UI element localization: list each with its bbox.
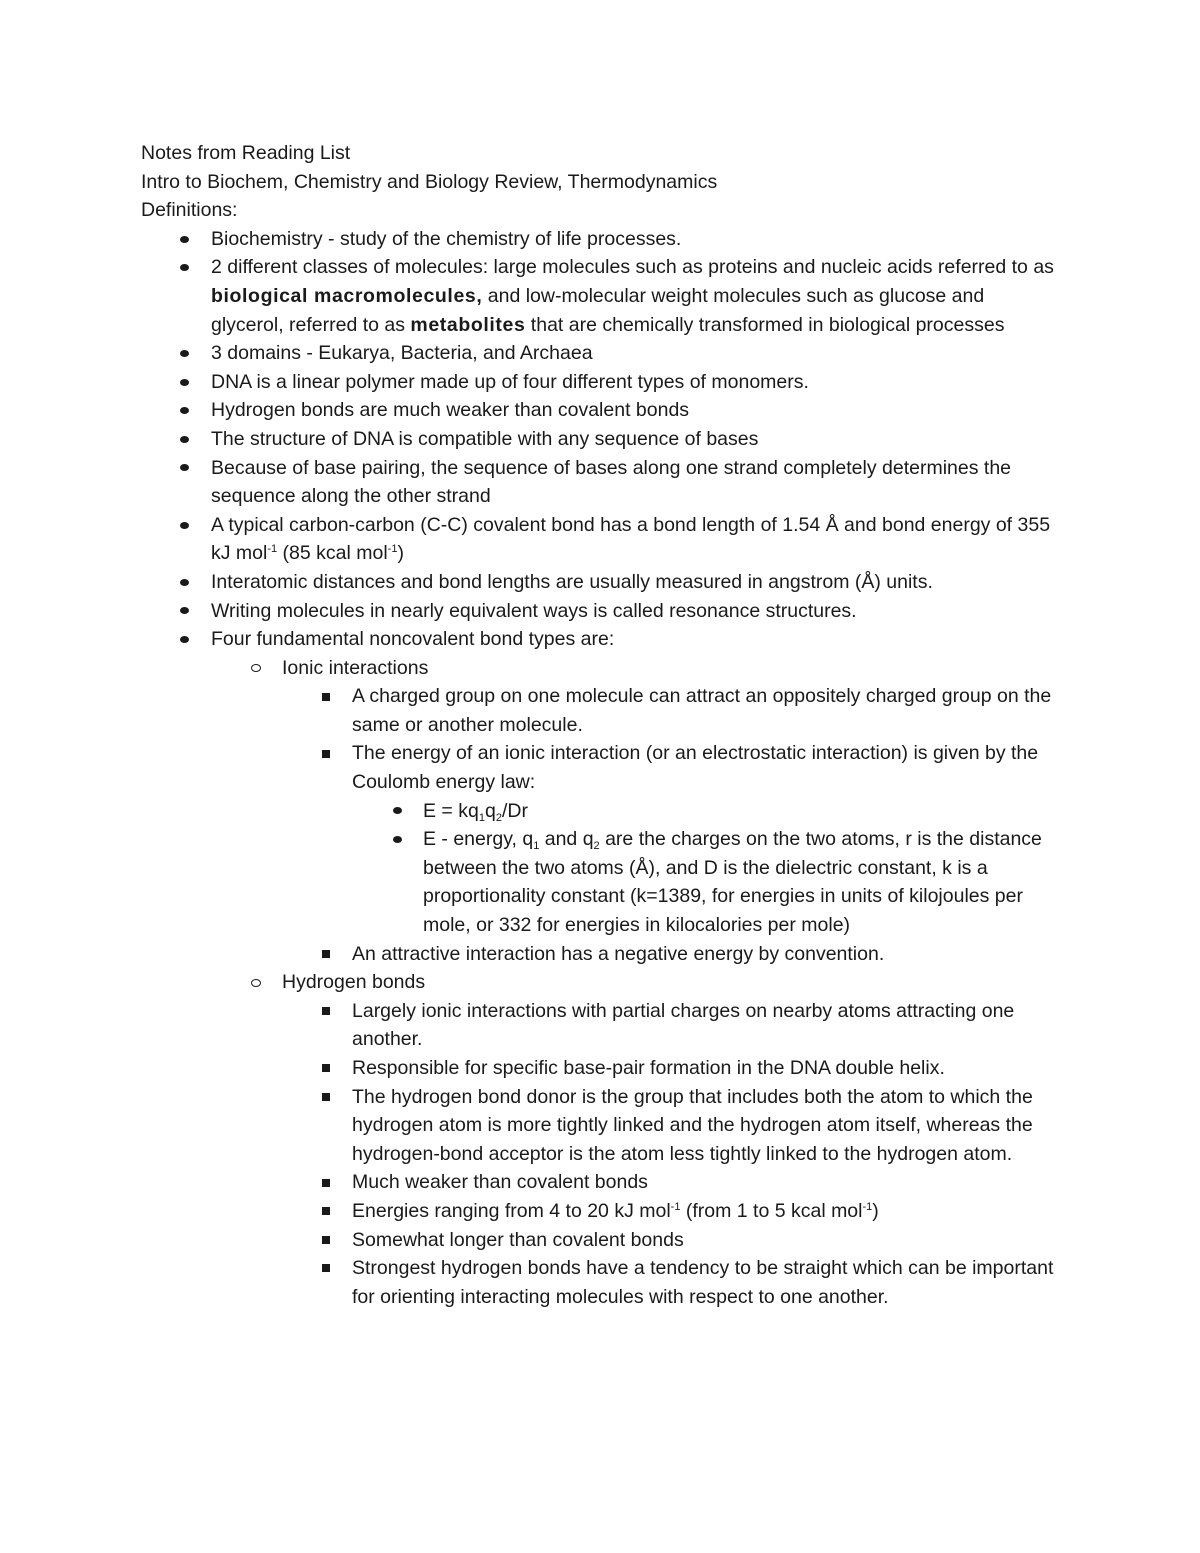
bullet-icon — [180, 407, 189, 414]
list-item: 3 domains - Eukarya, Bacteria, and Archaea — [141, 339, 1061, 368]
definitions-list — [141, 225, 1061, 654]
section-heading: Definitions: — [141, 199, 238, 222]
bullet-icon — [180, 350, 189, 357]
bond-types-list-cont — [141, 968, 1061, 997]
hbonds-list — [141, 997, 1061, 1312]
bullet-icon — [393, 807, 402, 814]
list-item: E - energy, $q_1$ and $q_2$ are the charges on the two atoms, r is the distance between the two atoms (Å), and D is the dielectric constant, k is a proportionality constant (k=1389, for energies in units of kilojoules per mole, or 332 for energies in kilocalories per mole) — [141, 825, 1061, 939]
bold-term: metabolites — [410, 313, 526, 336]
square-bullet-icon — [322, 1179, 330, 1187]
list-item: The hydrogen bond donor is the group that includes both the atom to which the hydrogen atom is more tightly linked and the hydrogen atom itself, whereas the hydrogen-bond acceptor is the atom less tightly linked to the hydrogen atom. — [141, 1083, 1061, 1169]
square-bullet-icon — [322, 693, 330, 701]
doc-subtitle: Intro to Biochem, Chemistry and Biology Review, Thermodynamics — [141, 170, 718, 193]
square-bullet-icon — [322, 1064, 330, 1072]
square-bullet-icon — [322, 750, 330, 758]
list-item: Strongest hydrogen bonds have a tendency to be straight which can be important for orienting interacting molecules with respect to one another. — [141, 1254, 1061, 1311]
hollow-bullet-icon — [251, 664, 261, 672]
list-item: Much weaker than covalent bonds — [141, 1168, 1061, 1197]
list-item-formula: $E = kq_1q_2/Dr$ — [141, 797, 1061, 826]
doc-title: Notes from Reading List — [141, 142, 351, 164]
square-bullet-icon — [322, 1264, 330, 1272]
list-item-hbonds: Hydrogen bonds — [141, 968, 1061, 997]
square-bullet-icon — [322, 1236, 330, 1244]
list-item: Responsible for specific base-pair formation in the DNA double helix. — [141, 1054, 1061, 1083]
square-bullet-icon — [322, 1093, 330, 1101]
list-item: 2 different classes of molecules: large molecules such as proteins and nucleic acids referred to as biological macromolecules, and low-molecular weight molecules such as glucose and glycerol, referred to as metabolites that are chemically transformed in biological processes — [141, 253, 1061, 339]
list-item: Interatomic distances and bond lengths are usually measured in angstrom (Å) units. — [141, 568, 1061, 597]
square-bullet-icon — [322, 1207, 330, 1215]
bullet-icon — [393, 836, 402, 843]
bold-term: biological macromolecules, — [211, 284, 483, 307]
list-item: A typical carbon-carbon (C-C) covalent bond has a bond length of 1.54 Å and bond energy of 355 kJ mol$^{-1}$ (85 kcal mol$^{-1}$) — [141, 511, 1061, 568]
list-item: Writing molecules in nearly equivalent ways is called resonance structures. — [141, 597, 1061, 626]
list-item: Four fundamental noncovalent bond types are: — [141, 625, 1061, 654]
ionic-list — [141, 682, 1061, 796]
list-item: The energy of an ionic interaction (or an electrostatic interaction) is given by the Coulomb energy law: — [141, 739, 1061, 796]
hollow-bullet-icon — [251, 979, 261, 987]
list-item: Because of base pairing, the sequence of bases along one strand completely determines the sequence along the other strand — [141, 454, 1061, 511]
ionic-list-cont — [141, 940, 1061, 969]
list-item: Biochemistry - study of the chemistry of life processes. — [141, 225, 1061, 254]
bullet-icon — [180, 236, 189, 243]
document-body — [141, 139, 1061, 1311]
bond-types-list — [141, 654, 1061, 683]
bullet-icon — [180, 379, 189, 386]
list-item: The structure of DNA is compatible with any sequence of bases — [141, 425, 1061, 454]
list-item: A charged group on one molecule can attract an oppositely charged group on the same or another molecule. — [141, 682, 1061, 739]
bullet-icon — [180, 579, 189, 586]
list-item: Hydrogen bonds are much weaker than covalent bonds — [141, 396, 1061, 425]
bullet-icon — [180, 464, 189, 471]
square-bullet-icon — [322, 1007, 330, 1015]
bullet-icon — [180, 522, 189, 529]
list-item: Somewhat longer than covalent bonds — [141, 1226, 1061, 1255]
list-item: DNA is a linear polymer made up of four different types of monomers. — [141, 368, 1061, 397]
list-item: Energies ranging from 4 to 20 kJ mol$^{-1}$ (from 1 to 5 kcal mol$^{-1}$) — [141, 1197, 1061, 1226]
list-item-ionic: Ionic interactions — [141, 654, 1061, 683]
square-bullet-icon — [322, 950, 330, 958]
bullet-icon — [180, 264, 189, 271]
bullet-icon — [180, 636, 189, 643]
list-item: Largely ionic interactions with partial charges on nearby atoms attracting one another. — [141, 997, 1061, 1054]
bullet-icon — [180, 436, 189, 443]
list-item: An attractive interaction has a negative energy by convention. — [141, 940, 1061, 969]
bullet-icon — [180, 607, 189, 614]
coulomb-list — [141, 797, 1061, 940]
